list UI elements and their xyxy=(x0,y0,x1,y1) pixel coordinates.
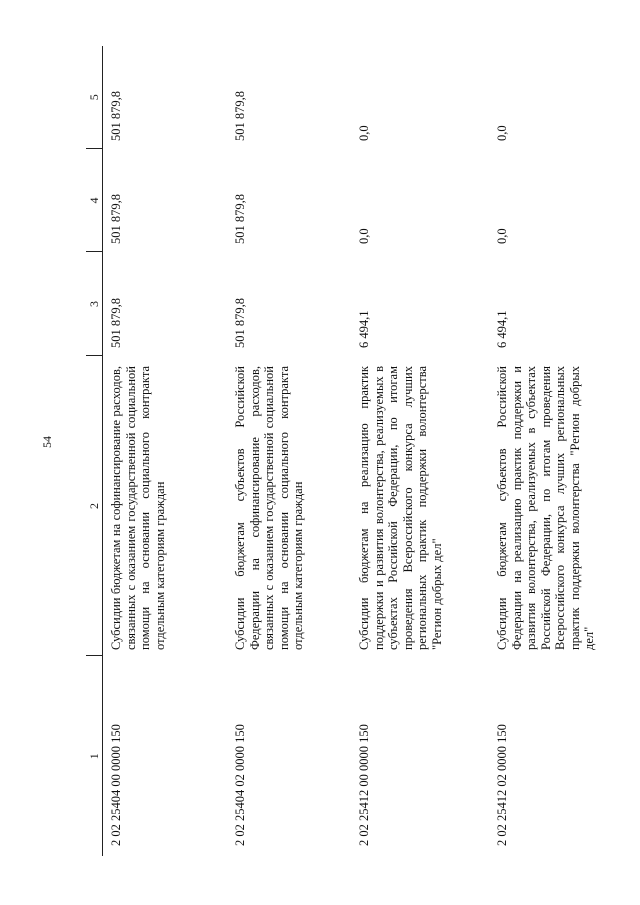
amount-col4: 0,0 xyxy=(495,228,509,244)
budget-table-rotated xyxy=(86,46,596,856)
page-number: 54 xyxy=(40,436,54,448)
budget-item-name: Субсидии бюджетам на реализацию практик поддержки и развития волонтерства, реализуемых в субъектах Российской Федерации, по итогам проведения Всероссийского конкурса лучших региональных практик поддержки волонтерства "Регион добрых дел" xyxy=(357,366,444,650)
amount-col4: 501 879,8 xyxy=(233,194,247,244)
amount-col4: 501 879,8 xyxy=(109,194,123,244)
budget-item-name: Субсидии бюджетам субъектов Российской Федерации на софинансирование расходов, связанных с оказанием государственной социальной помощи на основании социального контракта отдельным категориям граждан xyxy=(233,366,305,650)
table-row xyxy=(227,46,351,856)
budget-code: 2 02 25404 02 0000 150 xyxy=(233,724,247,846)
budget-code: 2 02 25404 00 0000 150 xyxy=(109,724,123,846)
table-header-row xyxy=(86,46,103,856)
amount-col5: 501 879,8 xyxy=(233,91,247,141)
budget-code: 2 02 25412 00 0000 150 xyxy=(357,724,371,846)
table-row xyxy=(103,46,228,856)
amount-col5: 0,0 xyxy=(357,125,371,141)
budget-item-name: Субсидии бюджетам на софинансирование расходов, связанных с оказанием государственной социальной помощи на основании социального контракта отдельным категориям граждан xyxy=(109,366,167,650)
amount-col3: 6 494,1 xyxy=(495,310,509,348)
column-header-5: 5 xyxy=(86,46,103,149)
column-header-1: 1 xyxy=(86,656,103,856)
column-header-4: 4 xyxy=(86,149,103,252)
budget-table xyxy=(86,46,603,856)
amount-col5: 0,0 xyxy=(495,125,509,141)
table-row xyxy=(489,46,603,856)
amount-col5: 501 879,8 xyxy=(109,91,123,141)
table-row xyxy=(351,46,489,856)
column-header-3: 3 xyxy=(86,252,103,356)
amount-col3: 6 494,1 xyxy=(357,310,371,348)
amount-col3: 501 879,8 xyxy=(233,298,247,348)
budget-code: 2 02 25412 02 0000 150 xyxy=(495,724,509,846)
amount-col4: 0,0 xyxy=(357,228,371,244)
amount-col3: 501 879,8 xyxy=(109,298,123,348)
budget-item-name: Субсидии бюджетам субъектов Российской Федерации на реализацию практик поддержки и развития волонтерства, реализуемых в субъектах Российской Федерации, по итогам проведения Всероссийского конкурса лучших региональных практик поддержки волонтерства "Регион добрых дел" xyxy=(495,366,596,650)
column-header-2: 2 xyxy=(86,356,103,656)
